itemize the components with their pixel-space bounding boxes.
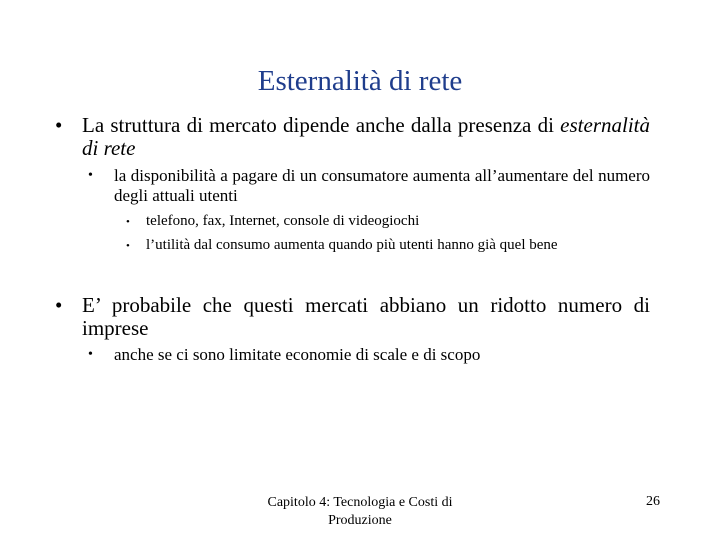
bullet-marker: •: [88, 347, 93, 362]
bullet-1-sub-item-2: [126, 235, 650, 255]
slide-title: Esternalità di rete: [257, 65, 463, 97]
bullet-marker: •: [55, 293, 63, 317]
bullet-marker: •: [88, 168, 93, 183]
bullet-1-emphasis: esternalità di rete: [82, 113, 650, 160]
bullet-1-sub: [88, 166, 650, 206]
bullet-1-sub-text: la disponibilità a pagare di un consumatore aumenta all’aumentare del numero degli attuali utenti: [114, 166, 650, 205]
bullet-1-text: La struttura di mercato dipende anche dalla presenza di: [82, 113, 561, 137]
bullet-2-text: E’ probabile che questi mercati abbiano un ridotto numero di imprese: [82, 293, 650, 340]
bullet-1: [55, 114, 650, 160]
bullet-marker: •: [126, 240, 130, 252]
slide-footer: Capitolo 4: Tecnologia e Costi di Produzione: [267, 495, 453, 528]
page-number: 26: [646, 494, 660, 509]
bullet-1-sub-item-2-text: l’utilità dal consumo aumenta quando più utenti hanno già quel bene: [146, 237, 558, 253]
bullet-2: [55, 294, 650, 340]
bullet-1-sub-item-1: [126, 211, 650, 231]
bullet-2-sub: [88, 345, 650, 365]
bullet-marker: •: [126, 216, 130, 228]
bullet-marker: •: [55, 113, 63, 137]
bullet-1-sub-item-1-text: telefono, fax, Internet, console di videogiochi: [146, 213, 420, 229]
bullet-2-sub-text: anche se ci sono limitate economie di scale e di scopo: [114, 345, 481, 364]
